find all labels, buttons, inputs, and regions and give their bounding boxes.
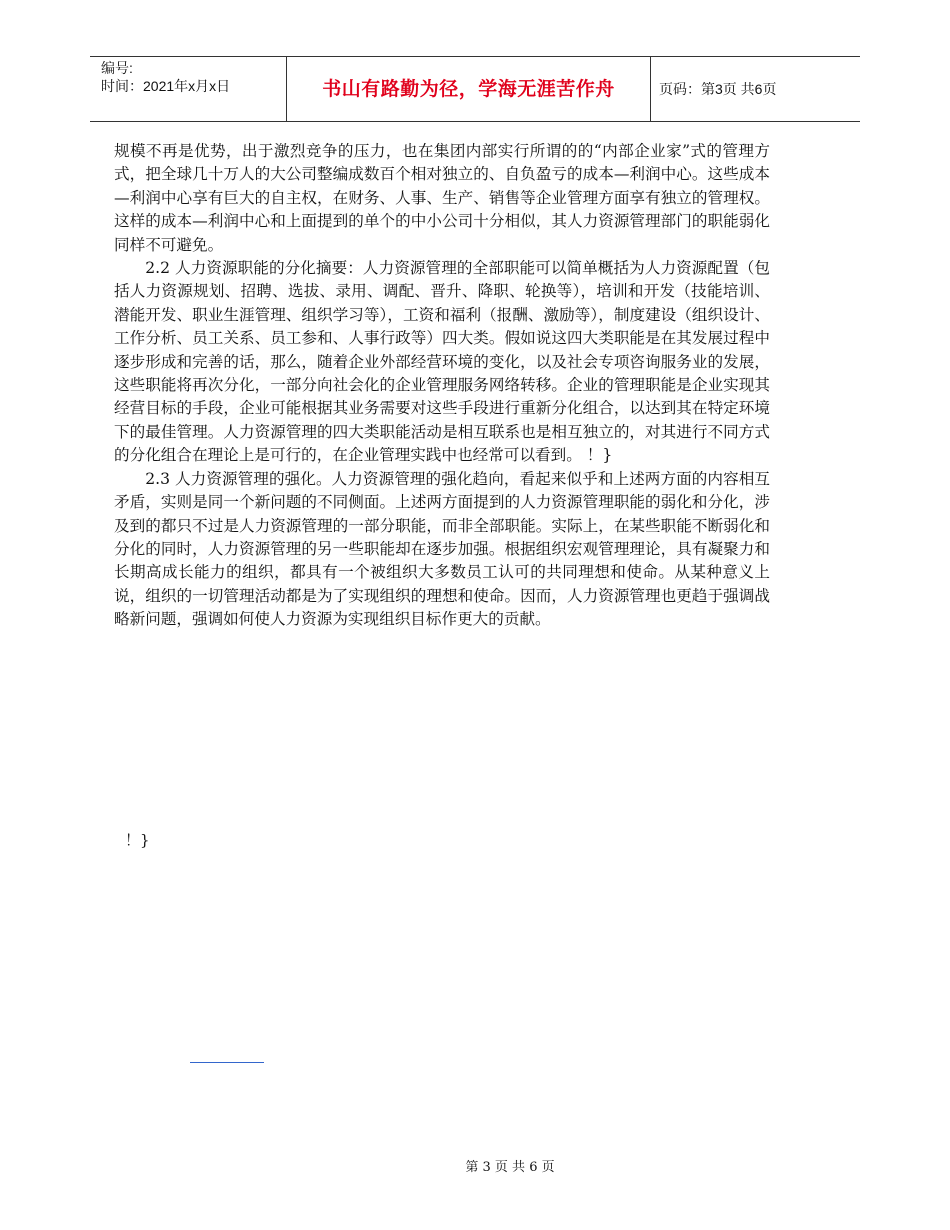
paragraph-2-3: 2.3 人力资源管理的强化。人力资源管理的强化趋向，看起来似乎和上述两方面的内容相互矛盾，实则是同一个新问题的不同侧面。上述两方面提到的人力资源管理职能的弱化和分化，涉及到的都只不过是人力资源管理的一部分职能，而非全部职能。实际上，在某些职能不断弱化和分化的同时，人力资源管理的另一些职能却在逐步加强。根据组织宏观管理理论，具有凝聚力和长期高成长能力的组织，都具有一个被组织大多数员工认可的共同理想和使命。从某种意义上说，组织的一切管理活动都是为了实现组织的理想和使命。因而，人力资源管理也更趋于强调战略新问题，强调如何使人力资源为实现组织目标作更大的贡献。	[114, 469, 770, 629]
hyperlink-underline[interactable]	[190, 1062, 264, 1063]
document-body	[114, 140, 770, 632]
header-top-rule	[90, 56, 860, 57]
header-bottom-rule	[90, 121, 860, 122]
header-time-label: 时间：2021年x月x日	[101, 78, 231, 94]
paragraph-1: 规模不再是优势，出于激烈竞争的压力，也在集团内部实行所谓的的“内部企业家”式的管理方式，把全球几十万人的大公司整编成数百个相对独立的、自负盈亏的成本—利润中心。这些成本—利润中心享有巨大的自主权，在财务、人事、生产、销售等企业管理方面享有独立的管理权。这样的成本—利润中心和上面提到的单个的中小公司十分相似，其人力资源管理部门的职能弱化同样不可避免。	[114, 142, 770, 254]
header-code-label: 编号:	[101, 60, 133, 76]
header-motto: 书山有路勤为径，学海无涯苦作舟	[322, 78, 615, 100]
header-meta	[101, 59, 281, 95]
header-divider-right	[650, 56, 651, 121]
paragraph-2-2: 2.2 人力资源职能的分化摘要：人力资源管理的全部职能可以简单概括为人力资源配置（包括人力资源规划、招聘、选拔、录用、调配、晋升、降职、轮换等），培训和开发（技能培训、潜能开发、职业生涯管理、组织学习等），工资和福利（报酬、激励等），制度建设（组织设计、工作分析、员工关系、员工参和、人事行政等）四大类。假如说这四大类职能是在其发展过程中逐步形成和完善的话，那么，随着企业外部经营环境的变化，以及社会专项咨询服务业的发展，这些职能将再次分化，一部分向社会化的企业管理服务网络转移。企业的管理职能是企业实现其经营目标的手段，企业可能根据其业务需要对这些手段进行重新分化组合，以达到其在特定环境下的最佳管理。人力资源管理的四大类职能活动是相互联系也是相互独立的，对其进行不同方式的分化组合在理论上是可行的，在企业管理实践中也经常可以看到。 ！}	[114, 259, 770, 465]
stray-mark: ！}	[125, 831, 150, 849]
page-footer: 第 3 页 共 6 页	[465, 1160, 555, 1175]
header-page-info: 页码：第3页 共6页	[659, 81, 777, 97]
